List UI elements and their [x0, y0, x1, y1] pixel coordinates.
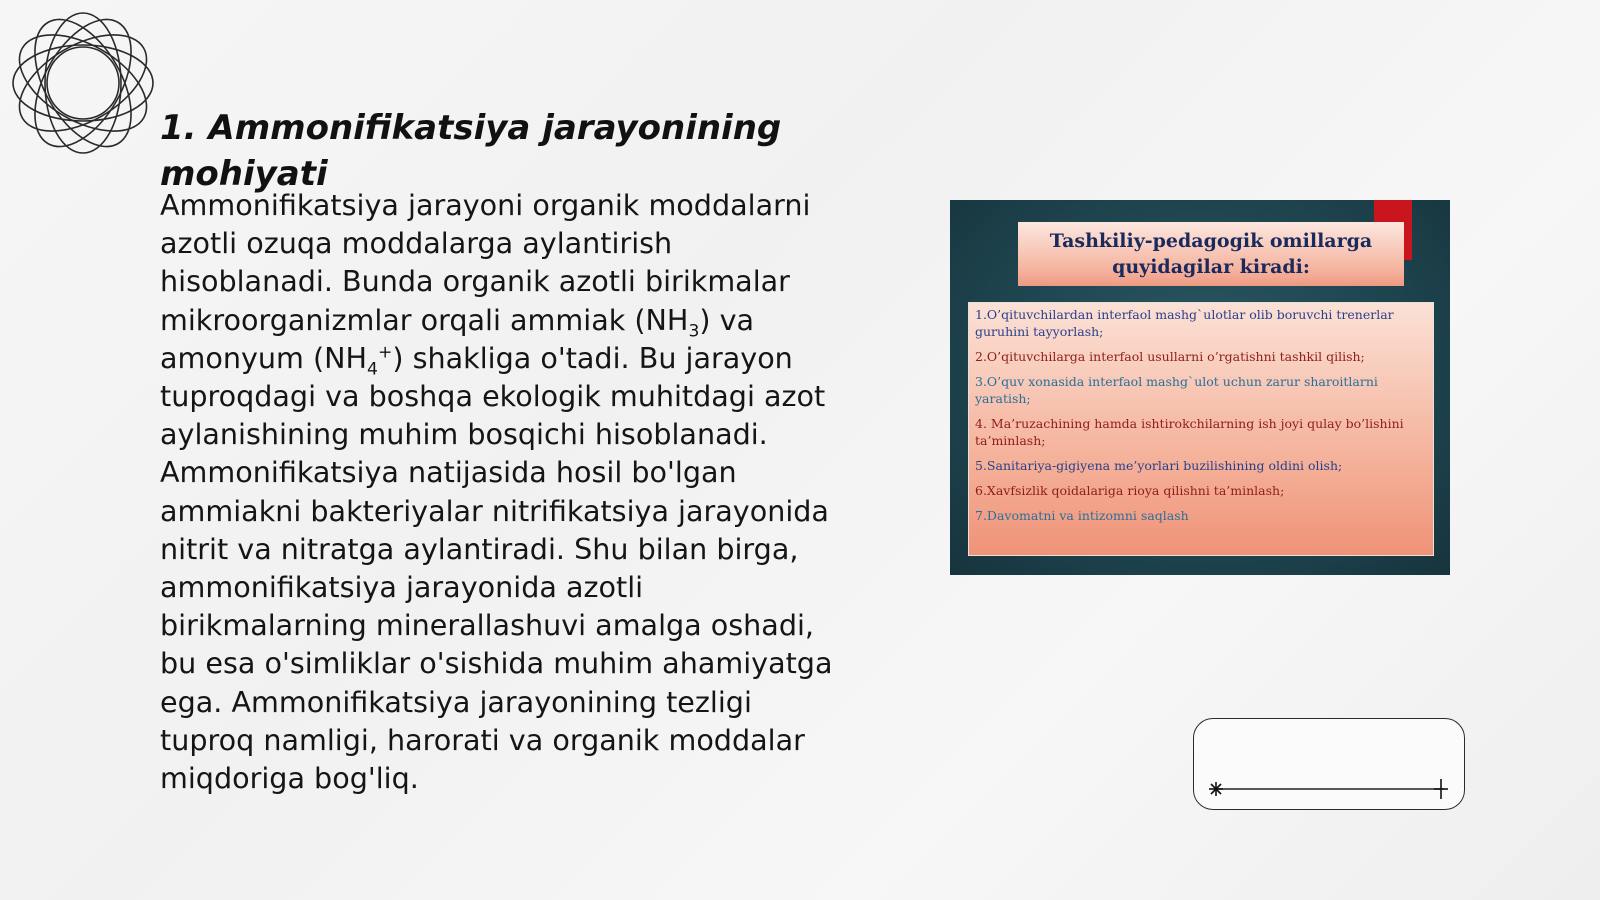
list-item: 5.Sanitariya-gigiyena me’yorlari buzilishining oldini olish;	[975, 458, 1343, 473]
plus-icon	[1434, 779, 1448, 799]
embedded-heading: Tashkiliy-pedagogik omillarga quyidagilar kiradi:	[1018, 222, 1404, 286]
embedded-slide-image	[950, 200, 1450, 575]
interlocking-circles-icon	[10, 10, 156, 156]
subscript-4: 4	[367, 359, 378, 380]
superscript-plus: +	[377, 342, 393, 363]
body-text-part-3: ) shakliga o'tadi. Bu jarayon tuproqdagi va boshqa ekologik muhitdagi azot aylanishining muhim bosqichi hisoblanadi. Ammonifikatsiya natijasida hosil bo'lgan ammiakni bakteriyalar nitrifikatsiya jarayonida nitrit va nitratga aylantiradi. Shu bilan birga, ammonifikatsiya jarayonida azotli birikmalarning minerallashuvi amalga oshadi, bu esa o'simliklar o'sishida muhim ahamiyatga ega. Ammonifikatsiya jarayonining tezligi tuproq namligi, harorati va organik moddalar miqdoriga bog'liq.	[160, 340, 833, 796]
body-paragraph	[160, 186, 850, 797]
list-item-faint-placeholder	[975, 532, 1427, 549]
list-item: 3.O’quv xonasida interfaol mashg`ulot uchun zarur sharoitlarni yaratish;	[975, 374, 1378, 406]
list-item: 6.Xavfsizlik qoidalariga rioya qilishni ta’minlash;	[975, 483, 1285, 498]
list-item: 2.O’qituvchilarga interfaol usullarni o’rgatishni tashkil qilish;	[975, 349, 1365, 364]
list-item: 7.Davomatni va intizomni saqlash	[975, 508, 1189, 523]
list-item: 1.O’qituvchilardan interfaol mashg`ulotlar olib boruvchi trenerlar guruhini tayyorlash;	[975, 307, 1394, 339]
subscript-3: 3	[688, 321, 700, 342]
body-text-part-2: ) va amonyum (NH	[160, 302, 755, 375]
body-text-part-1: Ammonifikatsiya jarayoni organik moddalarni azotli ozuqa moddalarga aylantirish hisoblanadi. Bunda organik azotli birikmalar mikroorganizmlar orqali ammiak (NH	[160, 188, 811, 337]
list-item: 4. Ma’ruzachining hamda ishtirokchilarning ish joyi qulay bo’lishini ta’minlash;	[975, 416, 1404, 448]
slider-widget[interactable]	[1193, 718, 1465, 810]
slide-title: 1. Ammonifikatsiya jarayonining mohiyati	[160, 108, 782, 194]
star-burst-icon	[1209, 782, 1223, 796]
embedded-list	[968, 302, 1434, 556]
